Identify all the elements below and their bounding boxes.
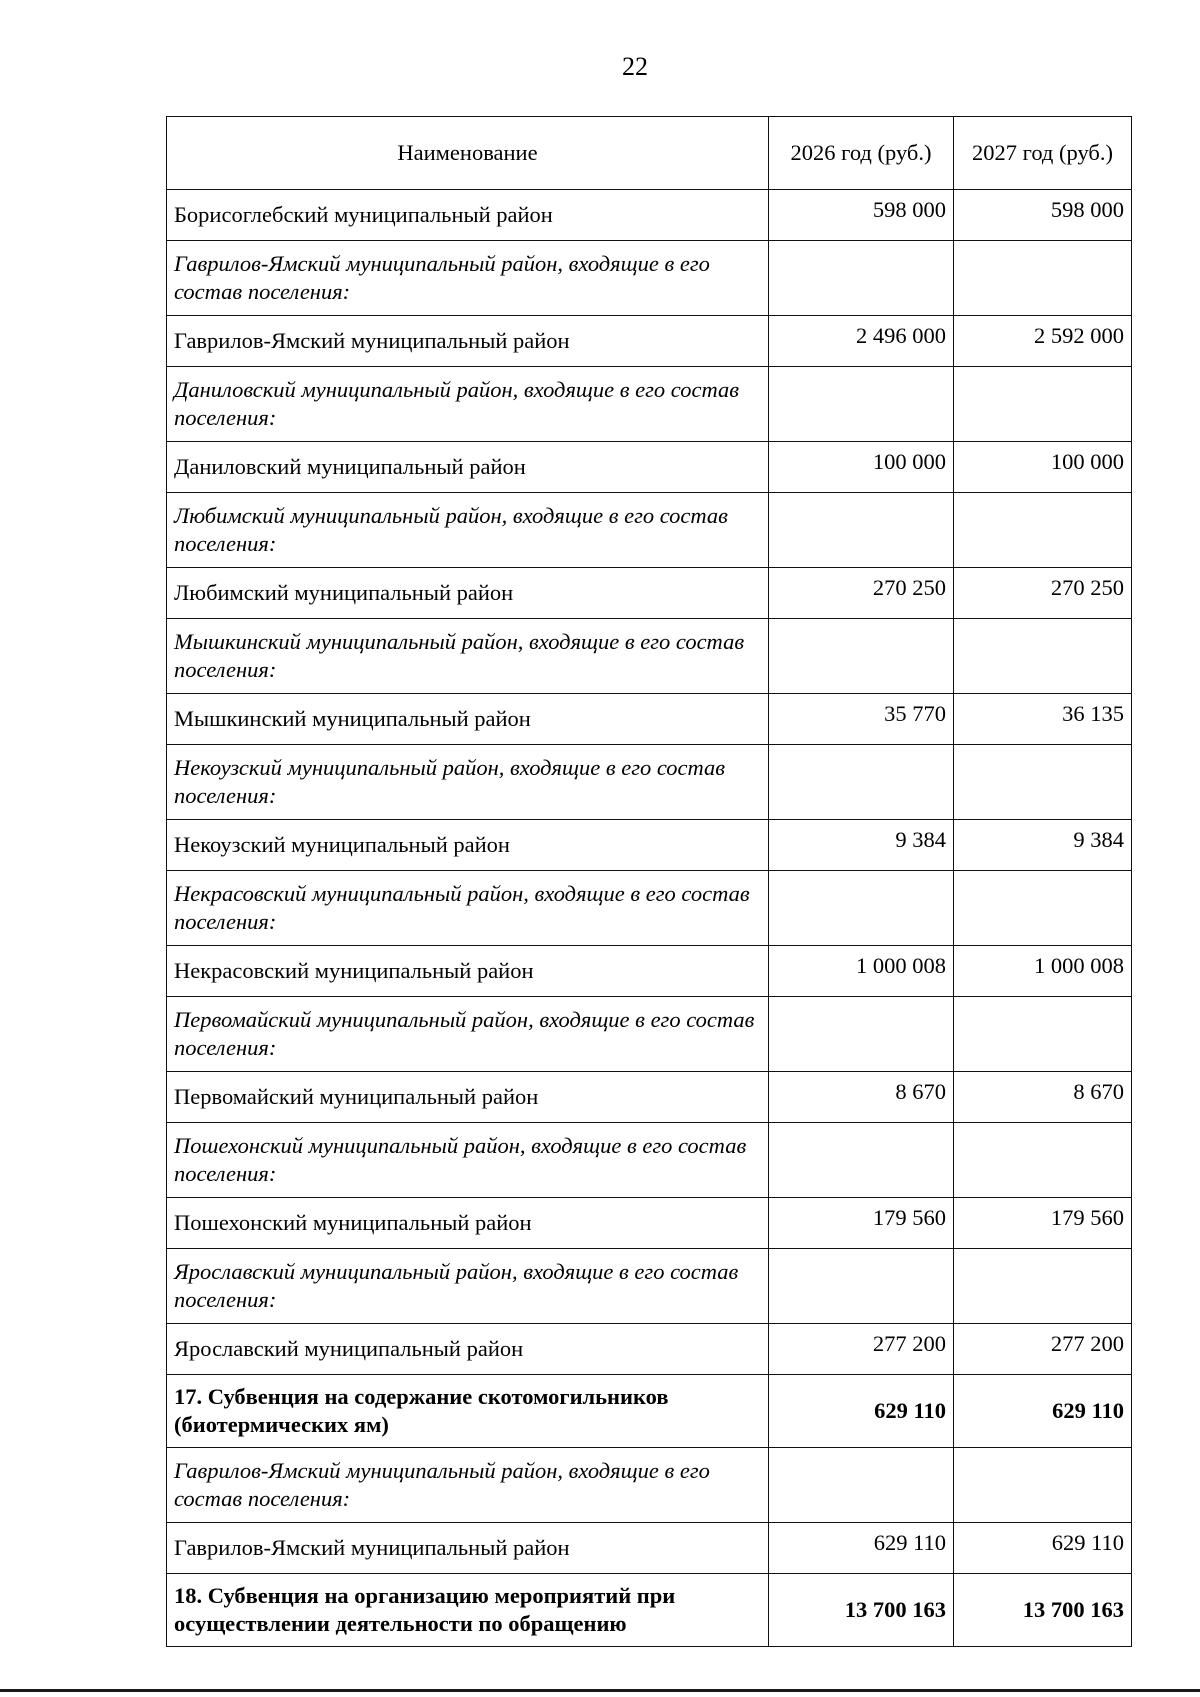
- row-value-2027: 9 384: [954, 820, 1132, 871]
- row-value-2026: [769, 997, 954, 1072]
- row-value-2026: [769, 241, 954, 316]
- row-value-2027: [954, 745, 1132, 820]
- row-name-cell: Даниловский муниципальный район: [167, 442, 769, 493]
- row-value-2026: [769, 1123, 954, 1198]
- table-row-group: [167, 619, 1132, 694]
- row-value-2026: [769, 1448, 954, 1523]
- row-value-2027: [954, 367, 1132, 442]
- row-value-2027: 598 000: [954, 190, 1132, 241]
- row-value-2027: [954, 619, 1132, 694]
- row-value-2027: 1 000 008: [954, 946, 1132, 997]
- row-value-2027: 277 200: [954, 1324, 1132, 1375]
- table-row-group: [167, 241, 1132, 316]
- row-value-2026: [769, 367, 954, 442]
- row-name-cell: Любимский муниципальный район: [167, 568, 769, 619]
- table-row-total: [167, 316, 1132, 367]
- row-name-cell: Борисоглебский муниципальный район: [167, 190, 769, 241]
- row-name-cell: Некоузский муниципальный район: [167, 820, 769, 871]
- row-value-2027: 8 670: [954, 1072, 1132, 1123]
- table-row-group: [167, 493, 1132, 568]
- row-value-2026: 629 110: [769, 1523, 954, 1574]
- header-year-2026: 2026 год (руб.): [769, 117, 954, 190]
- table-row-total: [167, 694, 1132, 745]
- row-value-2026: 100 000: [769, 442, 954, 493]
- row-value-2026: 35 770: [769, 694, 954, 745]
- row-name-cell: Любимский муниципальный район, входящие в его состав поселения:: [167, 493, 769, 568]
- row-value-2027: [954, 1249, 1132, 1324]
- row-value-2027: 13 700 163: [954, 1574, 1132, 1647]
- row-value-2027: [954, 871, 1132, 946]
- row-value-2026: 598 000: [769, 190, 954, 241]
- row-name-cell: Некрасовский муниципальный район: [167, 946, 769, 997]
- table-row-total: [167, 1523, 1132, 1574]
- row-value-2026: [769, 745, 954, 820]
- row-value-2027: 100 000: [954, 442, 1132, 493]
- row-name-cell: Гаврилов-Ямский муниципальный район: [167, 316, 769, 367]
- row-name-cell: Первомайский муниципальный район, входящие в его состав поселения:: [167, 997, 769, 1072]
- row-value-2027: 36 135: [954, 694, 1132, 745]
- row-name-cell: Гаврилов-Ямский муниципальный район: [167, 1523, 769, 1574]
- row-name-cell: Гаврилов-Ямский муниципальный район, входящие в его состав поселения:: [167, 241, 769, 316]
- row-value-2026: 8 670: [769, 1072, 954, 1123]
- row-name-cell: Первомайский муниципальный район: [167, 1072, 769, 1123]
- budget-table: [166, 116, 1132, 1647]
- row-value-2027: 2 592 000: [954, 316, 1132, 367]
- header-name: Наименование: [167, 117, 769, 190]
- table-header-row: [167, 117, 1132, 190]
- row-name-cell: Мышкинский муниципальный район, входящие в его состав поселения:: [167, 619, 769, 694]
- row-value-2026: 270 250: [769, 568, 954, 619]
- row-value-2026: [769, 493, 954, 568]
- row-value-2027: [954, 241, 1132, 316]
- row-value-2027: 629 110: [954, 1523, 1132, 1574]
- table-body: [167, 190, 1132, 1647]
- table-row-total: [167, 1324, 1132, 1375]
- row-value-2026: [769, 871, 954, 946]
- row-value-2027: 629 110: [954, 1375, 1132, 1448]
- row-name-cell: Ярославский муниципальный район: [167, 1324, 769, 1375]
- row-name-cell: Гаврилов-Ямский муниципальный район, входящие в его состав поселения:: [167, 1448, 769, 1523]
- table-row-total: [167, 820, 1132, 871]
- table-row-group: [167, 367, 1132, 442]
- row-name-cell: Даниловский муниципальный район, входящие в его состав поселения:: [167, 367, 769, 442]
- row-name-cell: Пошехонский муниципальный район: [167, 1198, 769, 1249]
- table-row-total: [167, 1072, 1132, 1123]
- row-value-2026: 2 496 000: [769, 316, 954, 367]
- table-row-group: [167, 1249, 1132, 1324]
- row-name-cell: Пошехонский муниципальный район, входящие в его состав поселения:: [167, 1123, 769, 1198]
- row-value-2026: [769, 1249, 954, 1324]
- table-row-total: [167, 568, 1132, 619]
- table-row-section: [167, 1574, 1132, 1647]
- row-value-2026: 9 384: [769, 820, 954, 871]
- table-row-group: [167, 871, 1132, 946]
- row-name-cell: Мышкинский муниципальный район: [167, 694, 769, 745]
- row-name-cell: Некрасовский муниципальный район, входящие в его состав поселения:: [167, 871, 769, 946]
- table-row-total: [167, 1198, 1132, 1249]
- row-value-2026: 629 110: [769, 1375, 954, 1448]
- row-value-2026: [769, 619, 954, 694]
- table-row-total: [167, 190, 1132, 241]
- table-row-group: [167, 1448, 1132, 1523]
- table-row-group: [167, 997, 1132, 1072]
- row-value-2027: [954, 493, 1132, 568]
- table-row-section: [167, 1375, 1132, 1448]
- row-name-cell: Ярославский муниципальный район, входящие в его состав поселения:: [167, 1249, 769, 1324]
- row-value-2027: 270 250: [954, 568, 1132, 619]
- row-value-2027: [954, 997, 1132, 1072]
- header-year-2027: 2027 год (руб.): [954, 117, 1132, 190]
- row-value-2027: 179 560: [954, 1198, 1132, 1249]
- row-name-cell: Некоузский муниципальный район, входящие в его состав поселения:: [167, 745, 769, 820]
- budget-table-container: [166, 116, 1131, 1647]
- table-row-total: [167, 946, 1132, 997]
- page-number: 22: [622, 52, 648, 81]
- table-row-group: [167, 745, 1132, 820]
- row-name-cell: 18. Субвенция на организацию мероприятий при осуществлении деятельности по обращению: [167, 1574, 769, 1647]
- row-value-2026: 1 000 008: [769, 946, 954, 997]
- table-row-group: [167, 1123, 1132, 1198]
- table-row-total: [167, 442, 1132, 493]
- row-value-2026: 179 560: [769, 1198, 954, 1249]
- row-value-2027: [954, 1123, 1132, 1198]
- row-value-2027: [954, 1448, 1132, 1523]
- row-value-2026: 277 200: [769, 1324, 954, 1375]
- row-name-cell: 17. Субвенция на содержание скотомогильников (биотермических ям): [167, 1375, 769, 1448]
- scan-bottom-edge: [0, 1689, 1200, 1692]
- row-value-2026: 13 700 163: [769, 1574, 954, 1647]
